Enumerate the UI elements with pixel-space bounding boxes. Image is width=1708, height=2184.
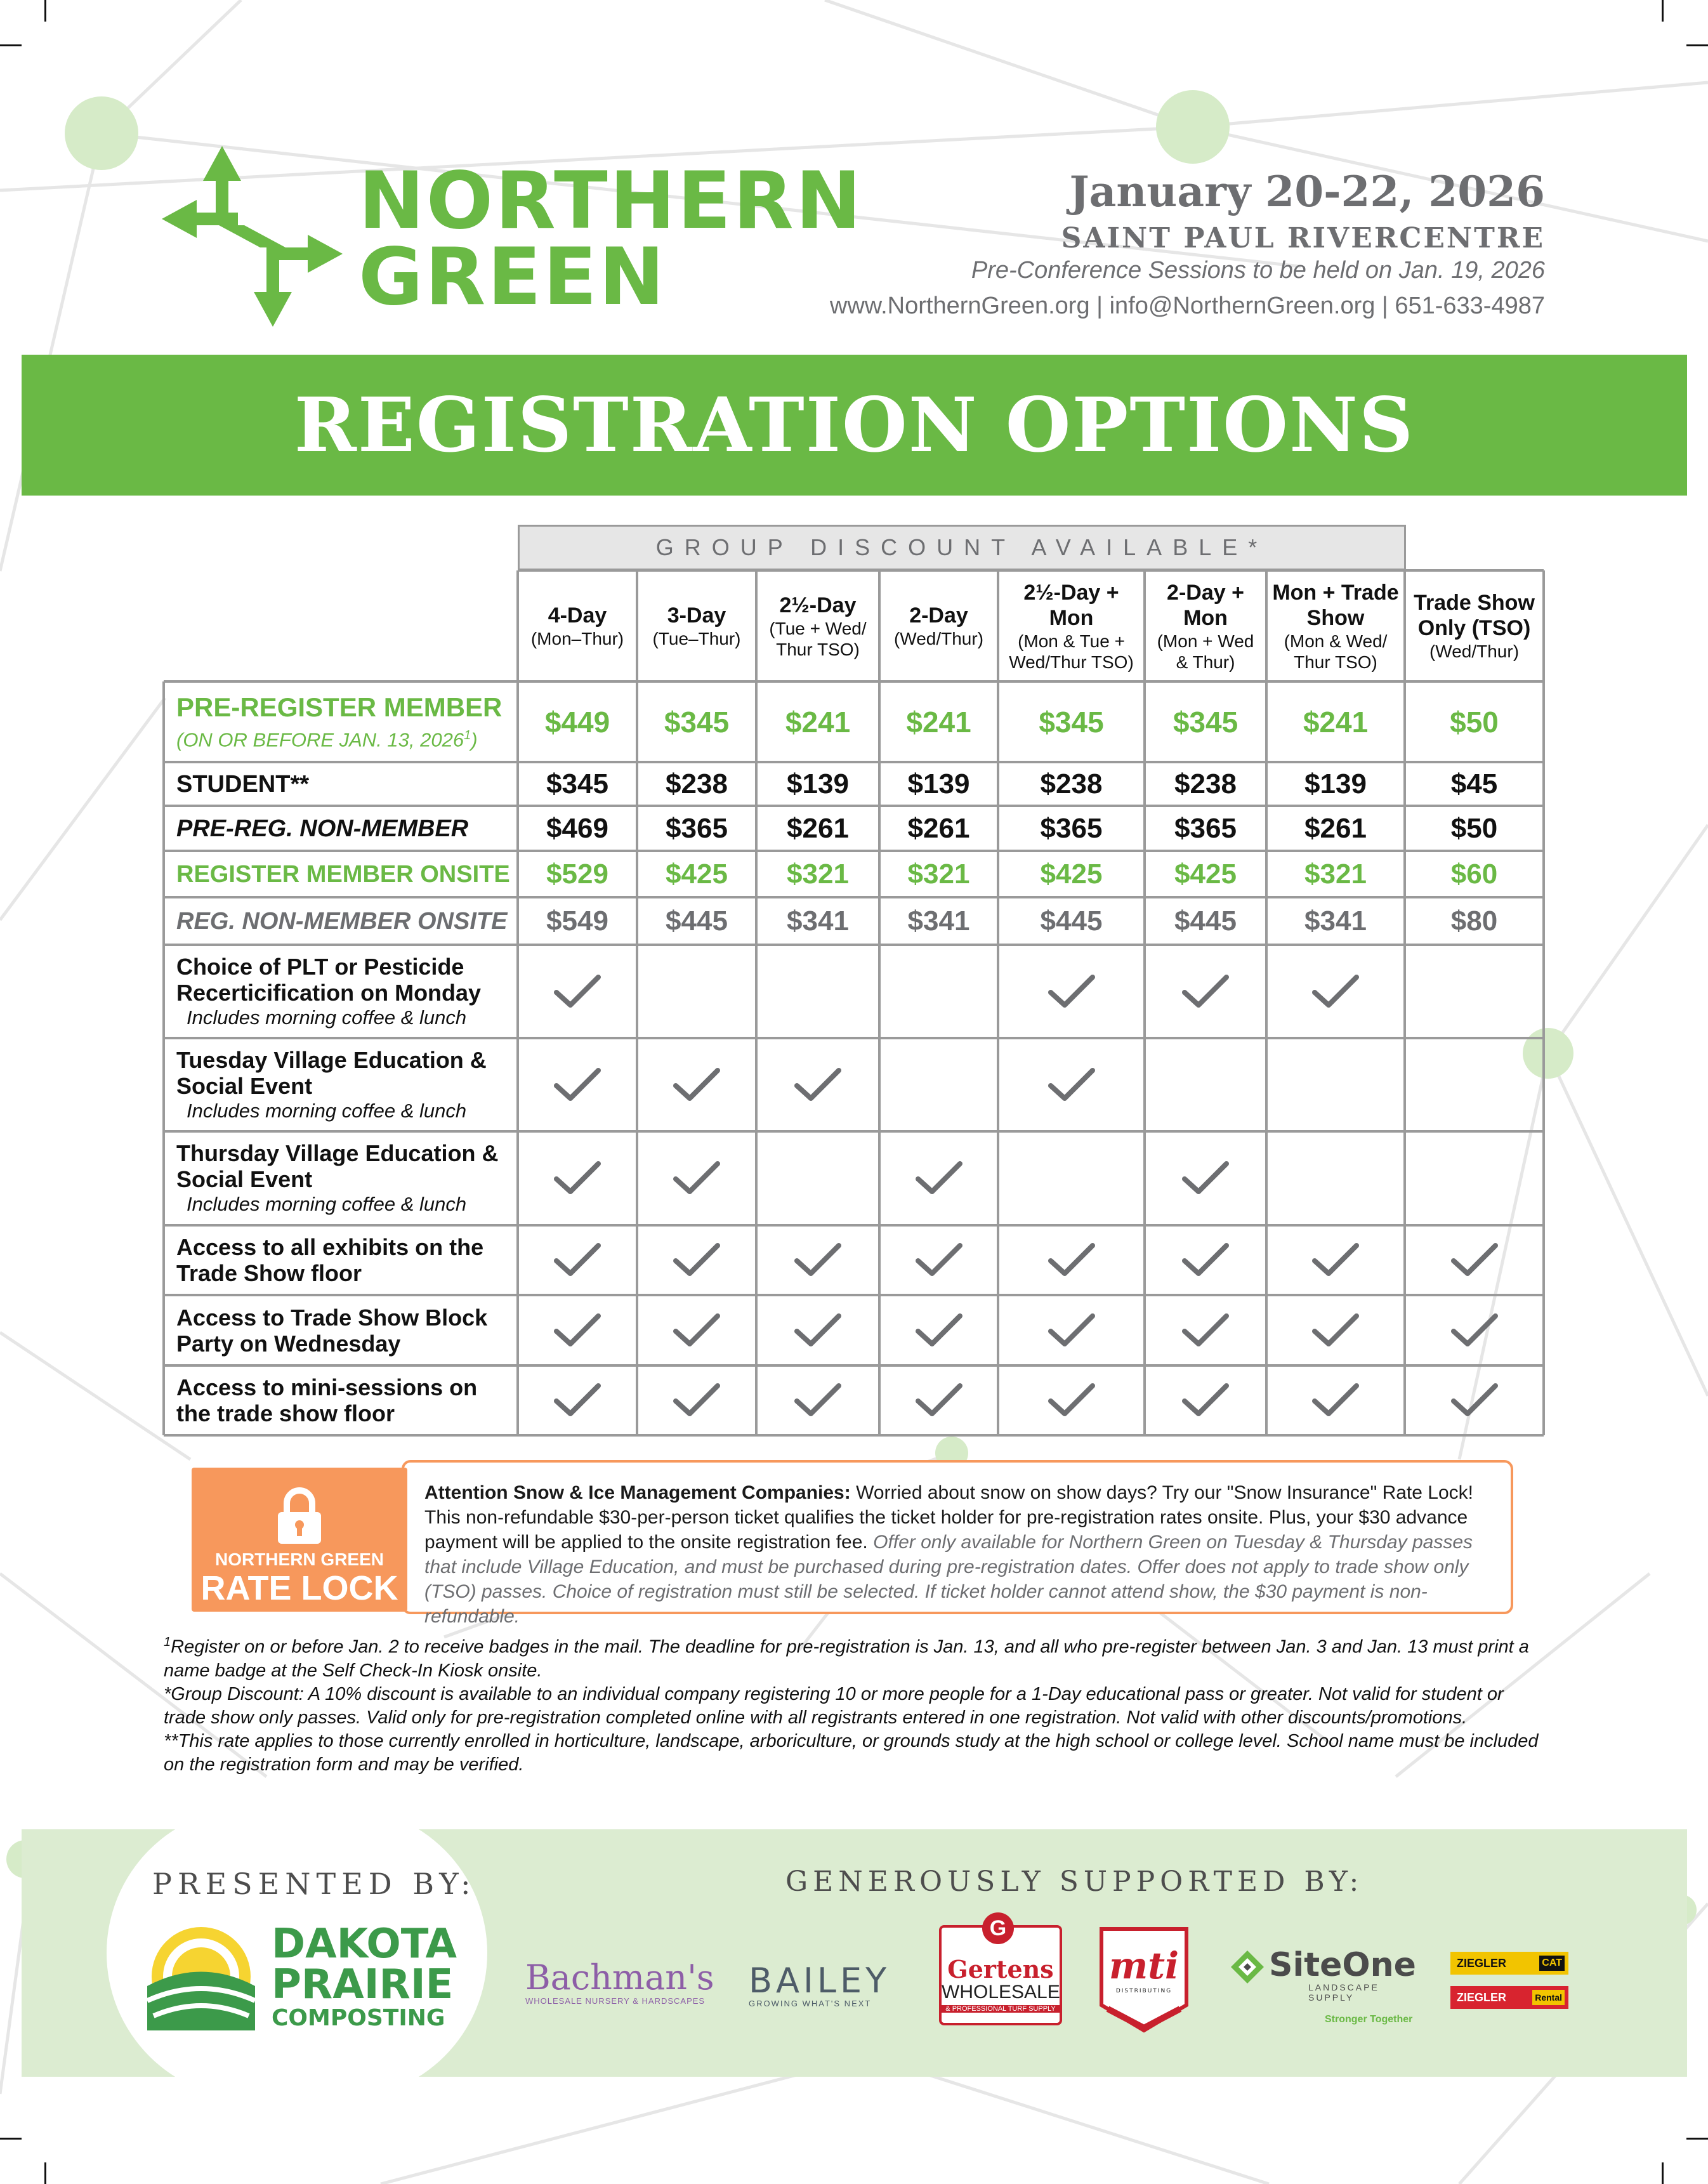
- checkmark-cell: [518, 1038, 637, 1131]
- empty-cell: [756, 945, 879, 1038]
- checkmark-cell: [998, 945, 1145, 1038]
- checkmark-cell: [1266, 945, 1405, 1038]
- column-subtitle: (Tue + Wed/ Thur TSO): [769, 618, 867, 659]
- price-row-label: [164, 851, 518, 897]
- feature-label-line: Social Event: [176, 1072, 313, 1099]
- feature-label-sub: Includes morning coffee & lunch: [187, 1006, 467, 1029]
- feature-row-label: [164, 1295, 518, 1365]
- checkmark-icon: [672, 1312, 721, 1349]
- price-cell: $238: [1040, 768, 1103, 799]
- dakota-prairie-logo-mark: [141, 1926, 261, 2030]
- sponsor-siteone-logo: SiteOne LANDSCAPE SUPPLY Stronger Together: [1269, 1946, 1416, 2025]
- price-cell: $449: [544, 705, 610, 739]
- siteone-leaf-icon: [1230, 1949, 1265, 1985]
- footnote-group-discount: *Group Discount: A 10% discount is available to an individual company registering 10 or more people for a 1-Day educational pass or greater. Not valid for student or trade show only passes. Valid only for pre-registration completed online with all registrants entered in one registration. Not valid with other discounts/promotions.: [164, 1683, 1504, 1728]
- feature-row-label: [164, 1365, 518, 1435]
- pre-conference-note: Pre-Conference Sessions to be held on Jan. 19, 2026: [971, 257, 1545, 284]
- column-header: [998, 570, 1145, 681]
- column-subtitle: (Mon & Tue + Wed/Thur TSO): [1009, 631, 1134, 672]
- price-cell: $469: [546, 812, 608, 844]
- rate-lock-badge-brand: NORTHERN GREEN: [214, 1549, 384, 1569]
- price-cell: $345: [664, 705, 730, 739]
- column-header: [518, 570, 637, 681]
- checkmark-cell: [1266, 1295, 1405, 1365]
- empty-cell: [879, 945, 998, 1038]
- price-cell: $50: [1450, 812, 1498, 844]
- checkmark-icon: [914, 1382, 964, 1419]
- checkmark-icon: [553, 1067, 602, 1103]
- checkmark-icon: [553, 1242, 602, 1279]
- column-subtitle: (Mon & Wed/ Thur TSO): [1284, 631, 1388, 672]
- row-label-text: REGISTER MEMBER ONSITE: [176, 860, 510, 888]
- checkmark-icon: [1181, 1382, 1230, 1419]
- presenter-name-line-3: COMPOSTING: [272, 2005, 445, 2031]
- checkmark-icon: [1181, 1242, 1230, 1279]
- feature-row-label: [164, 1038, 518, 1131]
- empty-cell: [756, 1131, 879, 1225]
- checkmark-icon: [1450, 1242, 1499, 1279]
- column-title: 2-Day: [909, 603, 968, 628]
- price-cell: $529: [546, 858, 608, 890]
- crop-mark: [44, 0, 46, 22]
- column-subtitle: (Mon–Thur): [530, 629, 624, 648]
- checkmark-cell: [518, 1365, 637, 1435]
- checkmark-cell: [998, 1295, 1145, 1365]
- price-cell: $261: [907, 812, 970, 844]
- price-cell: $241: [785, 705, 851, 739]
- footnote-1: $^1$Register on or before Jan. 2 to receive badges in the mail. The deadline for pre-registration is Jan. 13, and all who pre-register between Jan. 3 and Jan. 13 must print a name badge at the Self Check-In Kiosk onsite.: [164, 1635, 1529, 1681]
- price-cell: $445: [666, 905, 728, 937]
- price-cell: $445: [1174, 905, 1237, 937]
- price-row-label: [164, 806, 518, 851]
- price-cell: $261: [787, 812, 849, 844]
- price-cell: $80: [1450, 905, 1498, 937]
- feature-label-line: Choice of PLT or Pesticide: [176, 953, 464, 980]
- checkmark-icon: [672, 1160, 721, 1197]
- empty-cell: [879, 1038, 998, 1131]
- empty-cell: [637, 945, 756, 1038]
- price-cell: $60: [1450, 858, 1498, 890]
- feature-label-line: Access to mini-sessions on: [176, 1374, 478, 1400]
- crop-mark: [1662, 0, 1664, 22]
- column-header: [879, 570, 998, 681]
- column-subtitle: (Mon + Wed & Thur): [1157, 631, 1254, 672]
- column-title: Trade Show Only (TSO): [1414, 591, 1535, 640]
- crop-mark: [1686, 2138, 1708, 2140]
- feature-label-sub: Includes morning coffee & lunch: [187, 1099, 467, 1122]
- checkmark-icon: [793, 1067, 843, 1103]
- feature-label-line: Social Event: [176, 1166, 313, 1192]
- sponsor-ziegler-rental-logo: ZIEGLER Rental: [1450, 1986, 1568, 2009]
- checkmark-icon: [1311, 1382, 1360, 1419]
- price-cell: $445: [1040, 905, 1103, 937]
- price-cell: $321: [787, 858, 849, 890]
- price-cell: $241: [1303, 705, 1369, 739]
- checkmark-cell: [879, 1295, 998, 1365]
- price-cell: $321: [1304, 858, 1367, 890]
- checkmark-cell: [1266, 1225, 1405, 1295]
- checkmark-icon: [793, 1382, 843, 1419]
- checkmark-cell: [1145, 1225, 1266, 1295]
- feature-label-line: Tuesday Village Education &: [176, 1046, 487, 1073]
- price-cell: $345: [1039, 705, 1104, 739]
- checkmark-cell: [637, 1365, 756, 1435]
- svg-text:mti: mti: [1108, 1944, 1179, 1987]
- price-cell: $139: [907, 768, 970, 799]
- rate-lock-heading: Attention Snow & Ice Management Companies:: [424, 1482, 851, 1503]
- price-cell: $139: [1304, 768, 1367, 799]
- empty-cell: [1266, 1038, 1405, 1131]
- column-title: 4-Day: [548, 603, 607, 628]
- row-label-text: PRE-REGISTER MEMBER: [176, 692, 503, 722]
- price-cell: $549: [546, 905, 608, 937]
- checkmark-icon: [1047, 1382, 1096, 1419]
- checkmark-cell: [637, 1038, 756, 1131]
- checkmark-icon: [1181, 1312, 1230, 1349]
- checkmark-cell: [1405, 1365, 1544, 1435]
- checkmark-cell: [1145, 945, 1266, 1038]
- rate-lock-badge-title: RATE LOCK: [200, 1569, 398, 1607]
- checkmark-cell: [998, 1365, 1145, 1435]
- checkmark-icon: [672, 1242, 721, 1279]
- column-title: 2-Day + Mon: [1167, 580, 1244, 630]
- checkmark-icon: [1181, 1160, 1230, 1197]
- checkmark-cell: [1145, 1365, 1266, 1435]
- column-subtitle: (Wed/Thur): [1429, 641, 1520, 661]
- empty-cell: [1266, 1131, 1405, 1225]
- title-banner: [22, 355, 1687, 496]
- checkmark-icon: [672, 1382, 721, 1419]
- checkmark-icon: [553, 1312, 602, 1349]
- checkmark-cell: [756, 1225, 879, 1295]
- price-cell: $241: [906, 705, 971, 739]
- checkmark-cell: [1405, 1225, 1544, 1295]
- checkmark-icon: [914, 1312, 964, 1349]
- price-row-label: [164, 762, 518, 806]
- checkmark-icon: [1450, 1312, 1499, 1349]
- sponsor-bailey-logo: BAILEY GROWING WHAT'S NEXT: [749, 1961, 891, 2008]
- price-cell: $139: [787, 768, 849, 799]
- rate-lock-body: Worried about snow on show days? Try our "Snow Insurance" Rate Lock! This non-refundable $30-per-person ticket qualifies the ticket holder for pre-registration rates onsite. Plus, your $30 advance payment will be applied to the onsite registration fee.: [424, 1482, 1473, 1553]
- supported-by-label: GENEROUSLY SUPPORTED BY:: [785, 1865, 1364, 1898]
- checkmark-icon: [793, 1312, 843, 1349]
- sponsor-ziegler-cat-logo: ZIEGLER CAT: [1450, 1952, 1568, 1975]
- empty-cell: [998, 1131, 1145, 1225]
- price-cell: $238: [666, 768, 728, 799]
- checkmark-cell: [637, 1225, 756, 1295]
- checkmark-cell: [1405, 1295, 1544, 1365]
- feature-label-sub: Includes morning coffee & lunch: [187, 1193, 467, 1215]
- sponsor-gertens-logo: Gertens WHOLESALE & PROFESSIONAL TURF SUPPLY: [939, 1925, 1062, 2025]
- gertens-g-icon: G: [982, 1912, 1014, 1944]
- column-subtitle: (Wed/Thur): [893, 629, 984, 648]
- feature-label-line: Party on Wednesday: [176, 1330, 401, 1357]
- rental-badge: Rental: [1532, 1990, 1565, 2005]
- column-header: [1145, 570, 1266, 681]
- checkmark-cell: [879, 1131, 998, 1225]
- crop-mark: [44, 2162, 46, 2184]
- empty-cell: [1405, 1131, 1544, 1225]
- price-cell: $45: [1450, 768, 1498, 799]
- price-cell: $321: [907, 858, 970, 890]
- feature-label-line: Thursday Village Education &: [176, 1140, 499, 1166]
- checkmark-cell: [879, 1225, 998, 1295]
- checkmark-icon: [1311, 973, 1360, 1010]
- price-cell: $261: [1304, 812, 1367, 844]
- feature-row-label: [164, 945, 518, 1038]
- checkmark-icon: [1311, 1242, 1360, 1279]
- brand-line-1: NORTHERN: [358, 155, 864, 247]
- empty-cell: [1405, 1038, 1544, 1131]
- footnote-student: **This rate applies to those currently enrolled in horticulture, landscape, arboriculture, or grounds study at the high school or college level. School name must be included on the registration form and may be verified.: [164, 1730, 1539, 1775]
- checkmark-cell: [637, 1295, 756, 1365]
- cat-badge: CAT: [1539, 1956, 1565, 1971]
- feature-label-line: Access to Trade Show Block: [176, 1304, 488, 1331]
- sponsor-bachmans-logo: Bachman's WHOLESALE NURSERY & HARDSCAPES: [525, 1957, 714, 2006]
- checkmark-cell: [518, 1131, 637, 1225]
- page-title: REGISTRATION OPTIONS: [294, 381, 1415, 469]
- price-row-label: [164, 681, 518, 762]
- crop-mark: [1662, 2162, 1664, 2184]
- sponsor-mti-logo: [1099, 1926, 1189, 2033]
- price-cell: $425: [666, 858, 728, 890]
- checkmark-icon: [672, 1067, 721, 1103]
- checkmark-icon: [553, 1382, 602, 1419]
- price-cell: $238: [1174, 768, 1237, 799]
- checkmark-cell: [637, 1131, 756, 1225]
- feature-label-line: Access to all exhibits on the: [176, 1234, 484, 1260]
- empty-cell: [1145, 1038, 1266, 1131]
- price-cell: $365: [1174, 812, 1237, 844]
- row-label-text: STUDENT**: [176, 770, 310, 798]
- row-label-text: REG. NON-MEMBER ONSITE: [176, 907, 508, 935]
- checkmark-icon: [553, 1160, 602, 1197]
- checkmark-cell: [756, 1038, 879, 1131]
- contact-info[interactable]: www.NorthernGreen.org | info@NorthernGreen.org | 651-633-4987: [829, 293, 1545, 319]
- column-header: [637, 570, 756, 681]
- checkmark-cell: [518, 945, 637, 1038]
- checkmark-icon: [1047, 973, 1096, 1010]
- lock-icon: [275, 1487, 324, 1544]
- feature-row-label: [164, 1225, 518, 1295]
- column-title: 2½-Day: [779, 593, 857, 617]
- rate-lock-description: [402, 1460, 1513, 1627]
- checkmark-cell: [879, 1365, 998, 1435]
- feature-label-line: Recerticification on Monday: [176, 979, 482, 1006]
- presenter-name-line-1: DAKOTA: [272, 1921, 457, 1968]
- group-discount-banner: GROUP DISCOUNT AVAILABLE*: [518, 525, 1406, 570]
- rate-lock-badge: [192, 1468, 407, 1612]
- checkmark-cell: [1145, 1131, 1266, 1225]
- checkmark-cell: [756, 1295, 879, 1365]
- svg-text:DISTRIBUTING: DISTRIBUTING: [1115, 1988, 1173, 1994]
- feature-row-label: [164, 1131, 518, 1225]
- brand-line-2: GREEN: [358, 232, 667, 323]
- price-cell: $345: [546, 768, 608, 799]
- column-header: [1405, 570, 1544, 681]
- checkmark-cell: [756, 1365, 879, 1435]
- footnotes: [164, 1631, 1546, 1777]
- price-cell: $341: [1304, 905, 1367, 937]
- price-row-label: [164, 897, 518, 945]
- crop-mark: [0, 44, 22, 46]
- column-header: [756, 570, 879, 681]
- price-cell: $365: [1040, 812, 1103, 844]
- feature-label-line: the trade show floor: [176, 1400, 395, 1426]
- checkmark-cell: [518, 1295, 637, 1365]
- northern-green-logo-mark: [162, 146, 343, 327]
- price-cell: $425: [1174, 858, 1237, 890]
- crop-mark: [0, 2138, 22, 2140]
- price-cell: $345: [1173, 705, 1238, 739]
- feature-label-line: Trade Show floor: [176, 1260, 362, 1286]
- row-label-text: PRE-REG. NON-MEMBER: [176, 815, 469, 842]
- checkmark-cell: [518, 1225, 637, 1295]
- price-cell: $425: [1040, 858, 1103, 890]
- column-title: Mon + Trade Show: [1272, 580, 1399, 630]
- event-date: January 20-22, 2026: [1069, 167, 1545, 216]
- column-title: 2½-Day + Mon: [1023, 580, 1119, 630]
- checkmark-icon: [1047, 1312, 1096, 1349]
- checkmark-cell: [998, 1225, 1145, 1295]
- price-cell: $365: [666, 812, 728, 844]
- price-cell: $50: [1450, 705, 1499, 739]
- checkmark-icon: [1450, 1382, 1499, 1419]
- checkmark-cell: [998, 1038, 1145, 1131]
- checkmark-icon: [1311, 1312, 1360, 1349]
- column-header: [1266, 570, 1405, 681]
- presented-by-label: PRESENTED BY:: [152, 1867, 476, 1901]
- checkmark-cell: [1145, 1295, 1266, 1365]
- presenter-name-line-2: PRAIRIE: [272, 1961, 454, 2008]
- checkmark-icon: [1181, 973, 1230, 1010]
- price-cell: $341: [787, 905, 849, 937]
- checkmark-icon: [1047, 1067, 1096, 1103]
- checkmark-icon: [914, 1160, 964, 1197]
- checkmark-icon: [1047, 1242, 1096, 1279]
- row-label-note: (ON OR BEFORE JAN. 13, 2026$^1$): [176, 728, 478, 751]
- empty-cell: [1405, 945, 1544, 1038]
- event-venue: SAINT PAUL RIVERCENTRE: [1061, 222, 1545, 254]
- checkmark-icon: [914, 1242, 964, 1279]
- column-title: 3-Day: [667, 603, 726, 628]
- column-subtitle: (Tue–Thur): [652, 629, 741, 648]
- rate-lock-note: Offer only available for Northern Green on Tuesday & Thursday passes that include Village Education, and must be purchased during pre-registration dates. Offer does not apply to trade show only (TSO) passes. Choice of registration must still be selected. If ticket holder cannot attend show, the $30 payment is non-refundable.: [424, 1532, 1473, 1627]
- price-cell: $341: [907, 905, 970, 937]
- checkmark-icon: [793, 1242, 843, 1279]
- checkmark-icon: [553, 973, 602, 1010]
- checkmark-cell: [1266, 1365, 1405, 1435]
- crop-mark: [1686, 44, 1708, 46]
